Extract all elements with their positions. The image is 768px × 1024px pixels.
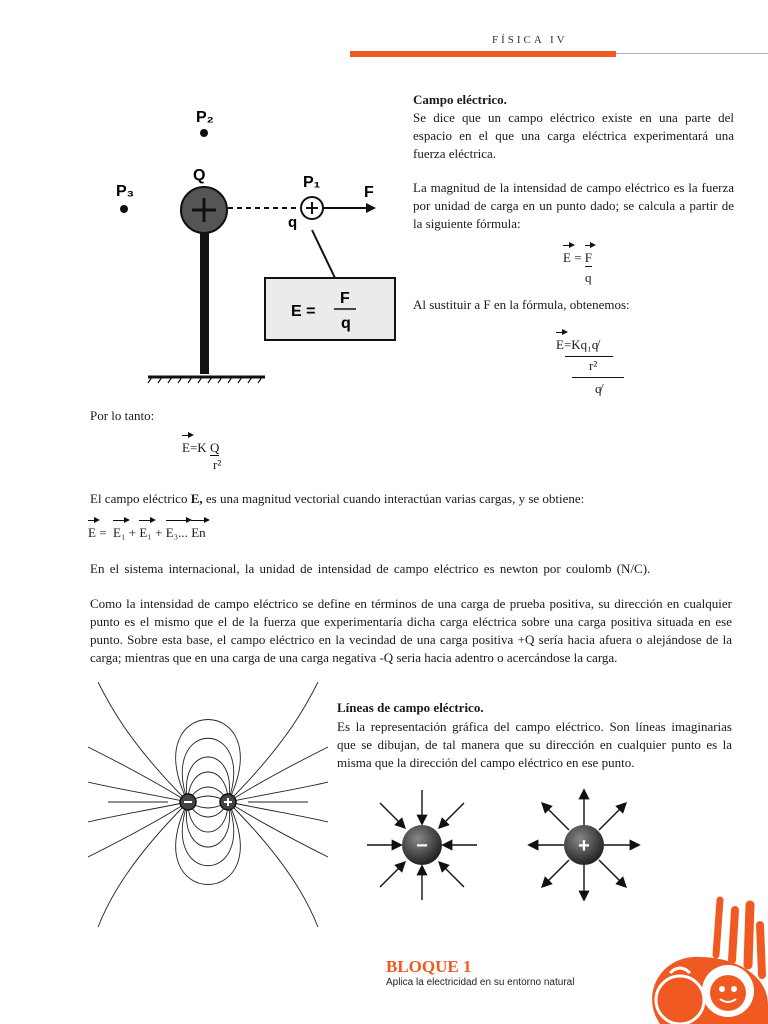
box-den: q — [341, 315, 351, 332]
formula-e-kqq — [556, 337, 598, 353]
bloque-subtitle: Aplica la electricidad en su entorno natural — [386, 977, 575, 988]
charge-stand-figure — [80, 100, 400, 385]
formula-e-f-q: E = F — [563, 250, 593, 265]
bloque-title: BLOQUE 1 — [386, 957, 472, 976]
por-lo-tanto: Por lo tanto: — [90, 408, 155, 423]
p1-label: P₁ — [303, 174, 321, 191]
formula2-line2 — [572, 377, 624, 378]
formula2-mid: r² — [589, 358, 598, 373]
neg-sign: − — [416, 835, 428, 857]
box-num: F — [340, 290, 350, 307]
box-e: E = — [291, 303, 316, 320]
header-title: FÍSICA IV — [492, 34, 568, 46]
q-small-label: q — [288, 214, 298, 231]
negative-charge-figure — [362, 785, 482, 905]
header-divider — [616, 53, 768, 54]
pos-sign: + — [578, 835, 590, 857]
para-magnitude: La magnitud de la intensidad de campo eléctrico es la fuerza por unidad de carga en un punto dado; se calcula a partir de la siguiente fórmula: — [413, 180, 734, 231]
dipole-field-lines-figure — [88, 682, 328, 927]
para-direction: Como la intensidad de campo eléctrico se define en términos de una carga de prueba positiva, su dirección en cualquier punto es el mismo que el de la fuerza que experimentaría dicha carga eléctrica sobre una carga positiva situada en ese punto. Sobre esta base, el campo eléctrico en la vecindad de una carga positiva +Q sería hacia afuera o alejándose de la carga; mientras que en una carga de una carga negativa -Q seria hacia adentro o acercándose la carga. — [90, 596, 732, 665]
formula1-num: F — [584, 250, 593, 265]
formula2-line1 — [565, 356, 613, 357]
formula3-lhs: E — [182, 440, 190, 455]
section-title-lineas: Líneas de campo eléctrico. — [337, 700, 484, 715]
para-lineas: Es la representación gráfica del campo eléctrico. Son líneas imaginarias que se dibujan, de tal manera que su dirección en cualquier punto es la misma que la dirección del campo eléctrico en ese punto. — [337, 719, 732, 770]
para-sustituir: Al sustituir a F en la fórmula, obtenemos: — [413, 297, 630, 312]
formula1-den: q — [585, 270, 592, 285]
formula1-lhs: E — [563, 250, 571, 265]
formula3-num: Q — [209, 440, 220, 455]
header-accent-bar — [350, 51, 616, 57]
q-big-label: Q — [193, 167, 206, 184]
formula3-den: r² — [213, 457, 222, 472]
para-definition: Se dice que un campo eléctrico existe en una parte del espacio en el que una carga eléctrica experimentará una fuerza eléctrica. — [413, 110, 734, 161]
mascot-logo-icon — [640, 895, 768, 1024]
f-label: F — [364, 184, 374, 201]
positive-charge-figure — [524, 785, 644, 905]
stand-pole — [200, 230, 209, 374]
formula-e-kq-r2: E=K Q — [182, 440, 220, 455]
para-units: En el sistema internacional, la unidad de intensidad de campo eléctrico es newton por coulomb (N/C). — [90, 561, 651, 576]
formula-sum: E = E₁ + E₁ + E₃... En — [88, 525, 206, 540]
formula2-den: q̸ — [595, 381, 602, 396]
formula2-rhs: =Kq₁q̸ — [563, 337, 599, 352]
p3-label: P₃ — [116, 183, 135, 200]
section-title-campo: Campo eléctrico. — [413, 92, 507, 107]
formula2-lhs: E — [556, 337, 564, 352]
para-vectorial: El campo eléctrico E, es una magnitud vectorial cuando interactúan varias cargas, y se obtiene: — [90, 491, 585, 506]
formula-box — [265, 278, 395, 340]
p2-label: P₂ — [196, 109, 214, 126]
